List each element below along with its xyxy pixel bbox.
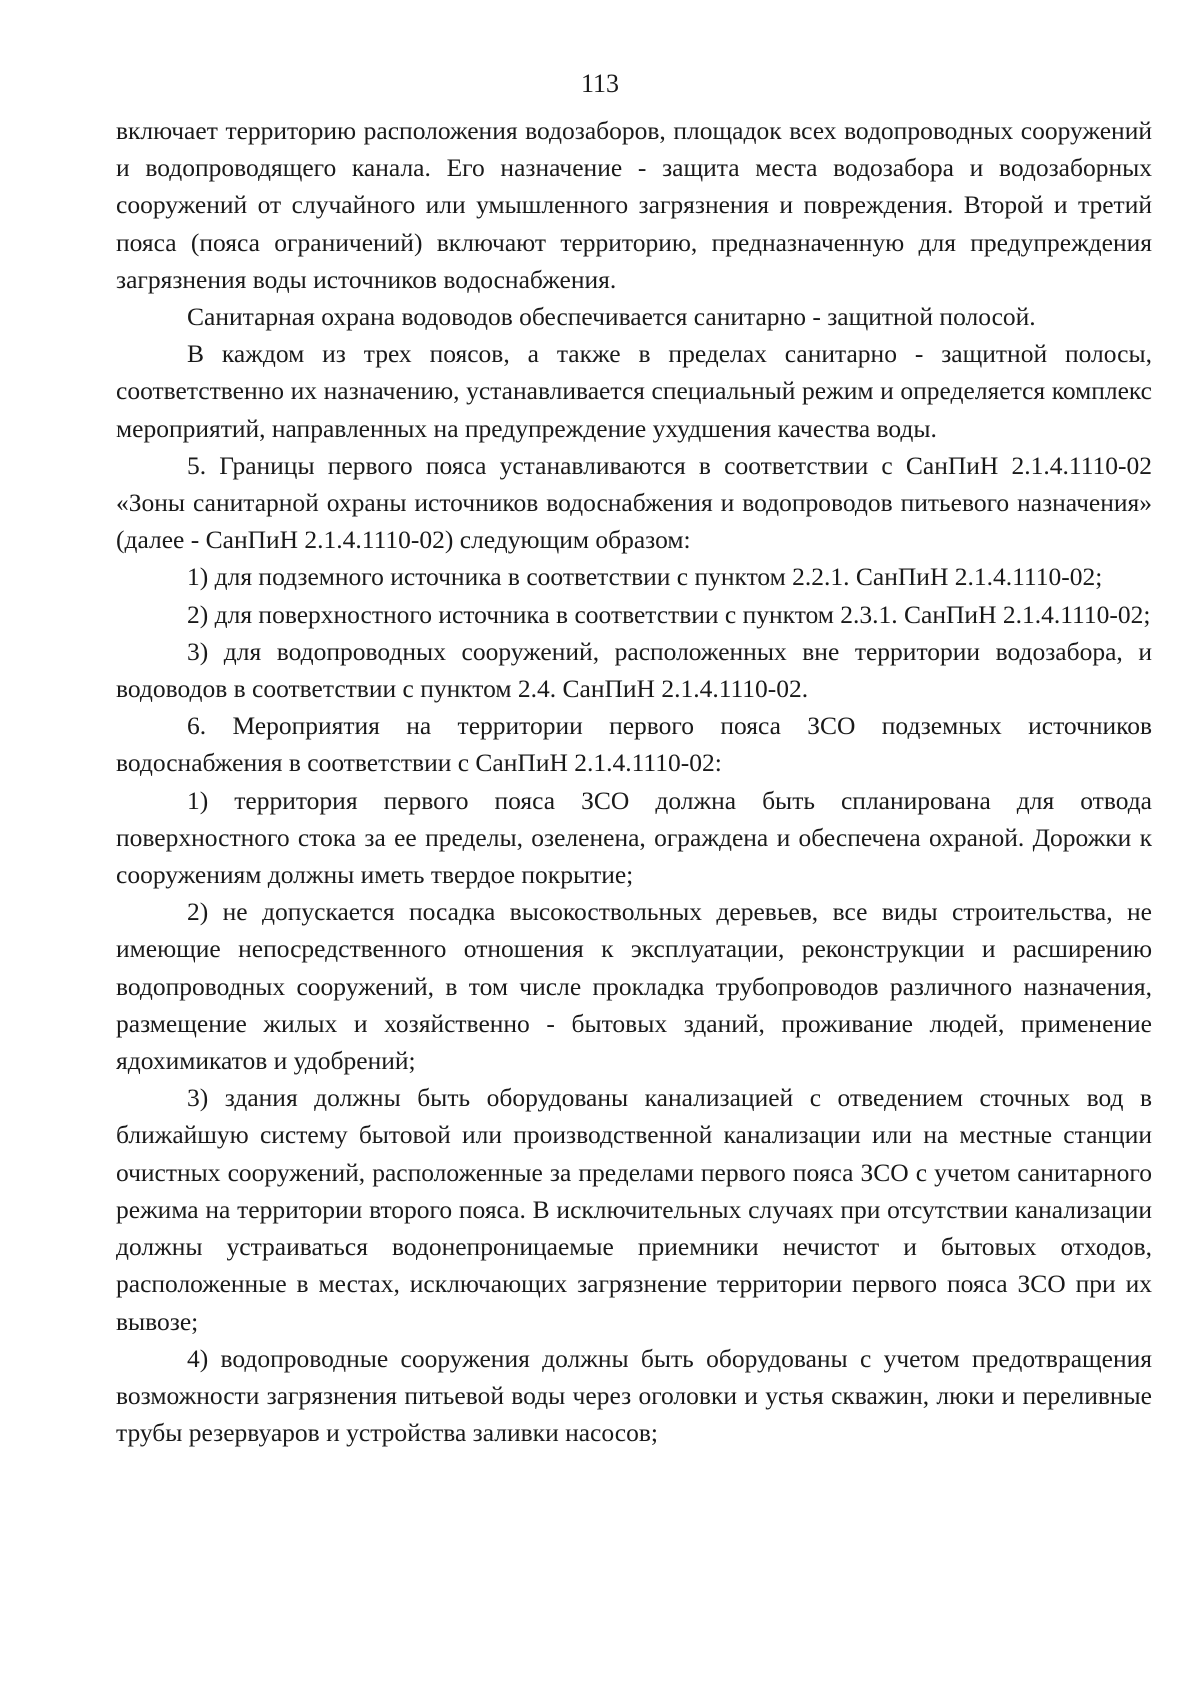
- paragraph-special-regime: В каждом из трех поясов, а также в пределах санитарно - защитной полосы, соответственно их назначению, устанавливается специальный режим и определяется комплекс мероприятий, направленных на предупреждение ухудшения качества воды.: [116, 339, 1152, 443]
- document-body: [116, 112, 1152, 1451]
- list-item-6-2-prohibitions: 2) не допускается посадка высокоствольных деревьев, все виды строительства, не имеющие непосредственного отношения к эксплуатации, реконструкции и расширению водопроводных сооружений, в том числе прокладка трубопроводов различного назначения, размещение жилых и хозяйственно - бытовых зданий, проживание людей, применение ядохимикатов и удобрений;: [116, 897, 1152, 1076]
- paragraph-item-5-boundaries: 5. Границы первого пояса устанавливаются в соответствии с СанПиН 2.1.4.1110-02 «Зоны санитарной охраны источников водоснабжения и водопроводов питьевого назначения» (далее - СанПиН 2.1.4.1110-02) следующим образом:: [116, 450, 1152, 555]
- paragraph-first-belt-description: включает территорию расположения водозаборов, площадок всех водопроводных сооружений и водопроводящего канала. Его назначение - защита места водозабора и водозаборных сооружений от случайного или умышленного загрязнения и повреждения. Второй и третий пояса (пояса ограничений) включают территорию, предназначенную для предупреждения загрязнения воды источников водоснабжения.: [116, 116, 1152, 294]
- list-item-6-1-territory-planning: 1) территория первого пояса ЗСО должна быть спланирована для отвода поверхностного стока за ее пределы, озеленена, ограждена и обеспечена охраной. Дорожки к сооружениям должны иметь твердое покрытие;: [116, 785, 1152, 890]
- paragraph-item-6-measures: 6. Мероприятия на территории первого пояса ЗСО подземных источников водоснабжения в соответствии с СанПиН 2.1.4.1110-02:: [116, 711, 1152, 778]
- list-item-6-4-equipment: 4) водопроводные сооружения должны быть оборудованы с учетом предотвращения возможности загрязнения питьевой воды через оголовки и устья скважин, люки и переливные трубы резервуаров и устройства заливки насосов;: [116, 1343, 1152, 1448]
- list-item-6-3-sewerage: 3) здания должны быть оборудованы канализацией с отведением сточных вод в ближайшую систему бытовой или производственной канализации или на местные станции очистных сооружений, расположенные за пределами первого пояса ЗСО с учетом санитарного режима на территории второго пояса. В исключительных случаях при отсутствии канализации должны устраиваться водонепроницаемые приемники нечистот и бытовых отходов, расположенные в местах, исключающих загрязнение территории первого пояса ЗСО при их вывозе;: [116, 1083, 1152, 1336]
- paragraph-water-conduit-protection: Санитарная охрана водоводов обеспечивается санитарно - защитной полосой.: [187, 302, 1036, 332]
- page-number: 113: [580, 69, 620, 98]
- list-item-5-1-underground-source: 1) для подземного источника в соответствии с пунктом 2.2.1. СанПиН 2.1.4.1110-02;: [187, 562, 1103, 592]
- list-item-5-2-surface-source: 2) для поверхностного источника в соответствии с пунктом 2.3.1. СанПиН 2.1.4.1110-02;: [187, 599, 1151, 629]
- list-item-5-3-waterworks: 3) для водопроводных сооружений, расположенных вне территории водозабора, и водоводов в соответствии с пунктом 2.4. СанПиН 2.1.4.1110-02.: [116, 636, 1152, 704]
